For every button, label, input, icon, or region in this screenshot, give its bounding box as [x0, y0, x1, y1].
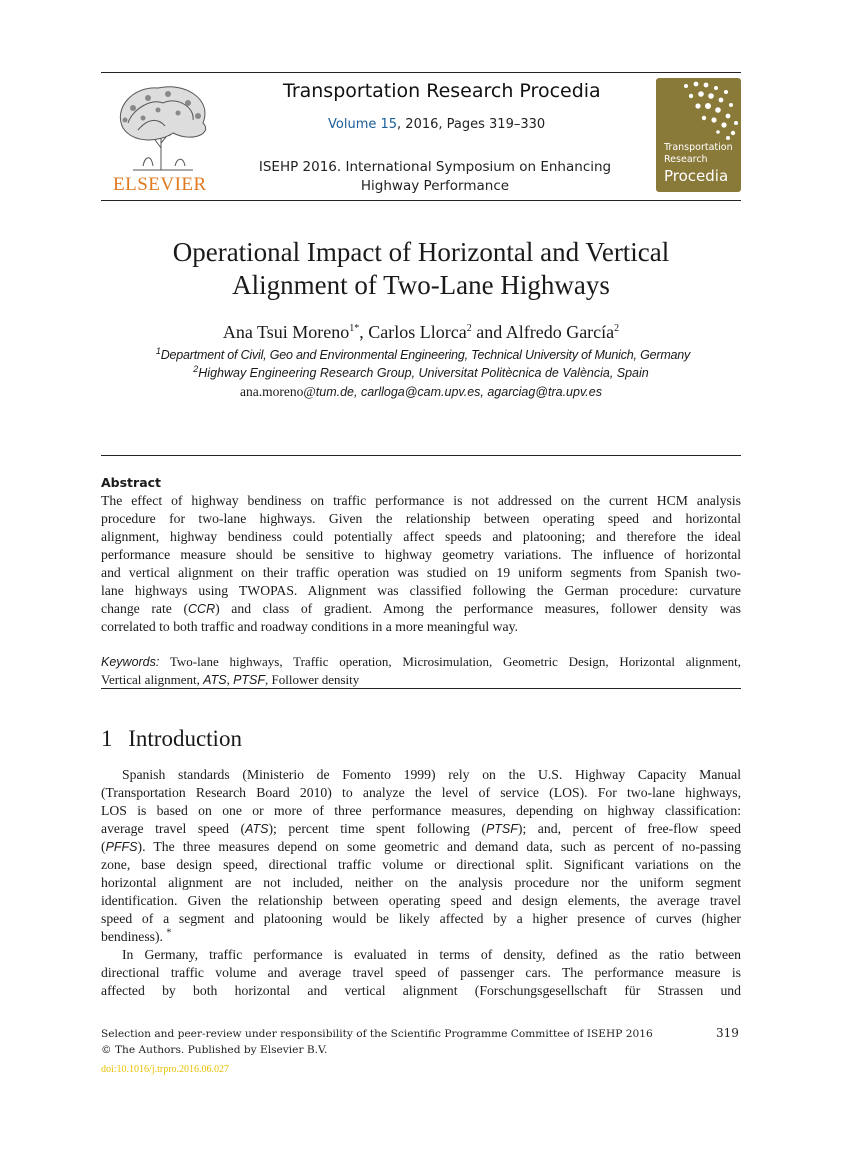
author-3: and Alfredo García [471, 322, 615, 342]
body-line: Spanish standards (Ministerio de Fomento 1999) rely on the U.S. Highway Capacity Manual [122, 767, 741, 782]
cover-line2: Research [664, 154, 708, 165]
abstract-line: correlated to both traffic and roadway conditions in a more meaningful way. [101, 619, 518, 634]
body-line: (Transportation Research Board 2010) to analyze the level of service (LOS). For two-lane highways, [101, 785, 741, 800]
affiliation-1-sup: 1 [155, 345, 161, 356]
footnote-marker[interactable]: * [166, 927, 172, 939]
body-line: directional traffic volume and average travel speed of passenger cars. The performance measure is [101, 965, 741, 980]
keywords [101, 653, 741, 689]
keywords-text: , Follower density [265, 672, 360, 687]
abstract-line [101, 600, 741, 618]
title-line-2: Alignment of Two-Lane Highways [232, 270, 610, 300]
keywords-line-1 [101, 653, 741, 671]
body-text: ); percent time spent following ( [268, 821, 486, 836]
body-line: zone, base design speed, directional traffic volume or directional split. Significant variations on the [101, 857, 741, 872]
affiliation-2 [101, 363, 741, 380]
elsevier-logo [103, 78, 221, 194]
section-title: Introduction [128, 726, 242, 751]
abstract-body [101, 492, 741, 636]
affiliation-2-sup: 2 [193, 363, 199, 374]
author-1-sup: 1* [349, 323, 360, 334]
author-3-sup: 2 [614, 323, 620, 334]
volume-info [328, 117, 545, 132]
journal-title[interactable]: Transportation Research Procedia [283, 80, 601, 102]
body-line: LOS is based on one or more of three performance measures, depending on highway classification: [101, 803, 741, 818]
affiliation-2-text: Highway Engineering Research Group, Universitat Politècnica de València, Spain [198, 366, 649, 380]
conference-name: ISEHP 2016. International Symposium on Enhancing Highway Performance [258, 159, 612, 194]
author-2: , Carlos Llorca [359, 322, 467, 342]
body-pffs: PFFS [105, 840, 138, 854]
section-body [101, 766, 741, 1000]
cover-line3: Procedia [664, 167, 729, 185]
section-number: 1 [101, 726, 113, 751]
author-2-sup: 2 [466, 323, 472, 334]
footer-copyright: © The Authors. Published by Elsevier B.V. [101, 1044, 328, 1056]
abstract-text: change rate ( [101, 601, 189, 616]
abstract-line: The effect of highway bendiness on traffic performance is not addressed on the current HCM analysis [101, 493, 741, 508]
abstract-text: ) and class of gradient. Among the performance measures, follower density was [215, 601, 742, 616]
abstract-line: procedure for two-lane highways. Given the relationship between operating speed and horizontal [101, 511, 741, 526]
body-line: horizontal alignment are not included, neither on the analysis procedure nor the uniform segment [101, 875, 741, 890]
header-bottom-rule [101, 200, 741, 201]
abstract-heading: Abstract [101, 475, 162, 490]
author-1: Ana Tsui Moreno [222, 322, 350, 342]
abstract-top-rule [101, 455, 741, 456]
body-text: ); and, percent of free-flow speed [517, 821, 741, 836]
body-text: ). The three measures depend on some geometric and demand data, such as percent of no-passing [137, 839, 741, 854]
keywords-bottom-rule [101, 688, 741, 689]
keywords-text: Two-lane highways, Traffic operation, Microsimulation, Geometric Design, Horizontal alignment, [159, 654, 741, 669]
cover-dots-icon [656, 78, 741, 148]
journal-cover[interactable] [656, 78, 741, 192]
keywords-text: , [226, 672, 234, 687]
keywords-ats: ATS [203, 673, 227, 687]
abstract-line: and vertical alignment on their traffic operation was studied on 19 uniform segments from Spanish two- [101, 565, 741, 580]
abstract-line: performance measure should be sensitive to highway geometry variations. The influence of horizontal [101, 547, 741, 562]
keywords-line-2 [101, 671, 741, 689]
body-ats: ATS [245, 822, 269, 836]
body-line: identification. Given the relationship between operating speed and design elements, the average travel [101, 893, 741, 908]
section-heading [101, 726, 242, 752]
keywords-ptsf: PTSF [233, 673, 266, 687]
abstract-line: lane highways using TWOPAS. Alignment was classified following the German procedure: curvature [101, 583, 741, 598]
affiliation-1-text: Department of Civil, Geo and Environmental Engineering, Technical University of Munich, Germany [160, 348, 691, 362]
doi-link[interactable]: doi:10.1016/j.trpro.2016.06.027 [101, 1064, 230, 1075]
body-text: ( [101, 839, 106, 854]
cover-line1: Transportation [664, 142, 733, 153]
abstract-ccr: CCR [188, 602, 216, 616]
email-rest: tum.de, carlloga@cam.upv.es, agarciag@tra.upv.es [315, 385, 602, 399]
elsevier-wordmark: ELSEVIER [113, 174, 207, 195]
keywords-label: Keywords: [101, 655, 160, 669]
author-list [101, 322, 741, 343]
footer-review-note: Selection and peer-review under responsibility of the Scientific Programme Committee of ISEHP 2016 [101, 1028, 653, 1040]
body-line [101, 838, 741, 856]
body-text: average travel speed ( [101, 821, 246, 836]
body-text: bendiness). [101, 929, 163, 944]
email-prefix: ana.moreno@ [240, 384, 316, 399]
body-line [101, 820, 741, 838]
body-line [101, 928, 741, 946]
title-line-1: Operational Impact of Horizontal and Vertical [172, 237, 670, 267]
page-number: 319 [716, 1026, 739, 1040]
paper-title [101, 236, 741, 302]
keywords-text: Vertical alignment, [101, 672, 204, 687]
body-line: affected by both horizontal and vertical alignment (Forschungsgesellschaft für Strassen und [101, 983, 741, 998]
body-line: In Germany, traffic performance is evaluated in terms of density, defined as the ratio between [122, 947, 741, 962]
affiliation-1 [98, 345, 748, 362]
body-ptsf: PTSF [485, 822, 518, 836]
volume-rest: , 2016, Pages 319–330 [397, 117, 546, 132]
body-line: speed of a segment and platooning would be likely affected by a higher presence of curves (higher [101, 911, 741, 926]
abstract-line: alignment, highway bendiness could potentially affect speeds and platooning; and therefore the ideal [101, 529, 741, 544]
elsevier-tree-icon [103, 78, 221, 173]
header-top-rule [101, 72, 741, 73]
author-emails[interactable] [101, 384, 741, 400]
volume-link[interactable]: Volume 15 [328, 117, 398, 132]
